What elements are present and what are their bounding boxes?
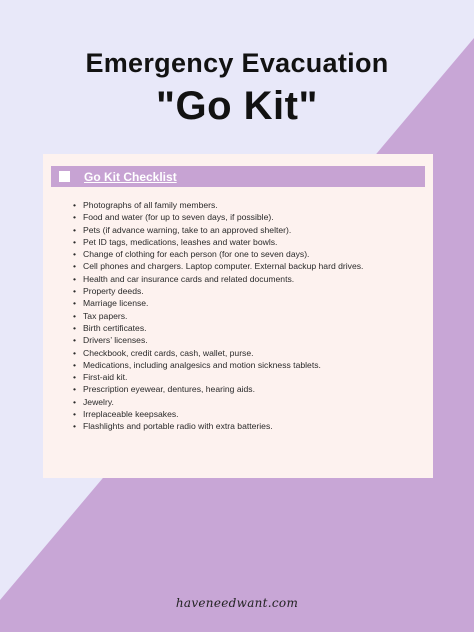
list-item: • Medications, including analgesics and motion sickness tablets. bbox=[73, 359, 423, 371]
checklist-header-label: Go Kit Checklist bbox=[84, 169, 177, 184]
list-item: • Food and water (for up to seven days, if possible). bbox=[73, 211, 423, 223]
checklist-header bbox=[51, 166, 425, 187]
page-title-line-2: "Go Kit" bbox=[156, 84, 318, 128]
list-item: • First-aid kit. bbox=[73, 371, 423, 383]
list-item: • Cell phones and chargers. Laptop computer. External backup hard drives. bbox=[73, 260, 423, 272]
list-item: • Checkbook, credit cards, cash, wallet, purse. bbox=[73, 347, 423, 359]
list-item: • Jewelry. bbox=[73, 396, 423, 408]
site-signature: haveneedwant.com bbox=[175, 596, 299, 610]
list-item: • Pets (if advance warning, take to an approved shelter). bbox=[73, 224, 423, 236]
list-item: • Pet ID tags, medications, leashes and water bowls. bbox=[73, 236, 423, 248]
checklist-card bbox=[43, 154, 433, 478]
list-item: • Health and car insurance cards and related documents. bbox=[73, 273, 423, 285]
list-item: • Change of clothing for each person (for one to seven days). bbox=[73, 248, 423, 260]
checklist bbox=[73, 199, 423, 433]
list-item: • Flashlights and portable radio with extra batteries. bbox=[73, 420, 423, 432]
list-item: • Photographs of all family members. bbox=[73, 199, 423, 211]
list-item: • Marriage license. bbox=[73, 297, 423, 309]
list-item: • Drivers’ licenses. bbox=[73, 334, 423, 346]
checkbox-icon bbox=[59, 171, 70, 182]
list-item: • Irreplaceable keepsakes. bbox=[73, 408, 423, 420]
page-title-line-1: Emergency Evacuation bbox=[85, 48, 389, 78]
list-item: • Tax papers. bbox=[73, 310, 423, 322]
list-item: • Prescription eyewear, dentures, hearing aids. bbox=[73, 383, 423, 395]
list-item: • Birth certificates. bbox=[73, 322, 423, 334]
list-item: • Property deeds. bbox=[73, 285, 423, 297]
